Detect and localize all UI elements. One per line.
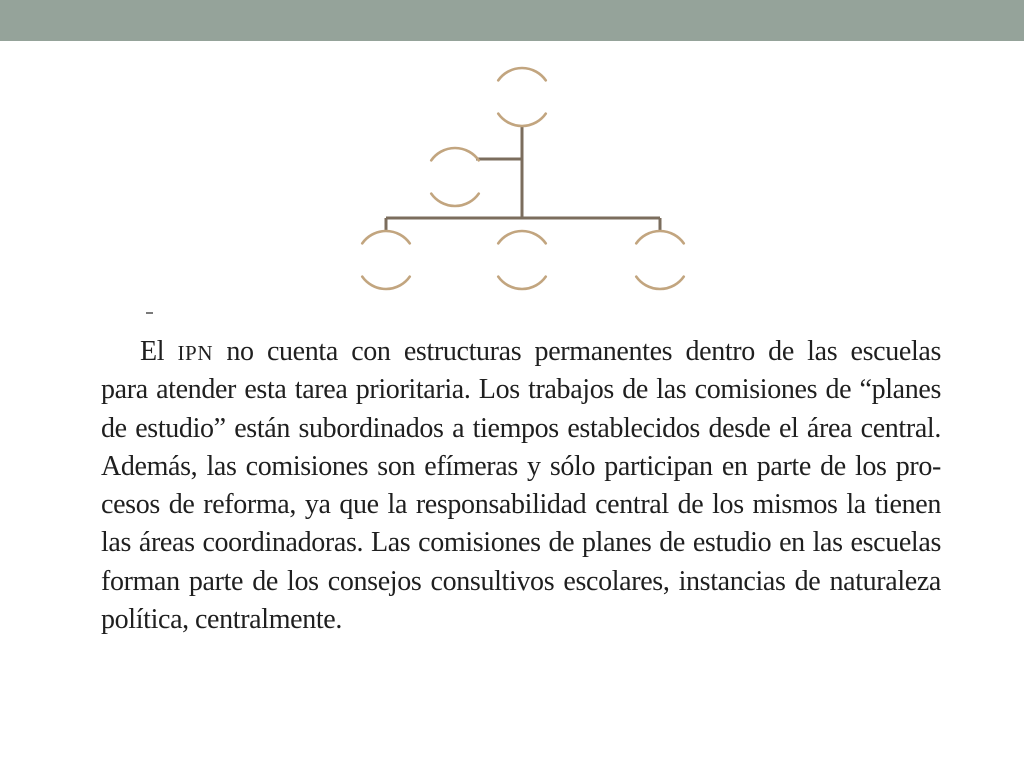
org-node-bottom-left-bottom-arc	[362, 277, 410, 289]
org-chart-connectors	[386, 127, 660, 232]
paragraph-line-3: de estudio” están subordinados a tiempos establecidos desde el área central.	[101, 412, 941, 444]
org-node-bottom-left-top-arc	[362, 231, 410, 243]
paragraph-line-8: política, centralmente.	[101, 604, 343, 636]
body-paragraph	[101, 333, 941, 639]
org-node-bottom-center	[498, 231, 546, 289]
org-node-bottom-right-bottom-arc	[636, 277, 684, 289]
org-node-bottom-center-top-arc	[498, 231, 546, 243]
org-chart-diagram	[0, 0, 1024, 320]
paragraph-line-6: las áreas coordinadoras. Las comisiones de planes de estudio en las escuelas	[101, 527, 941, 559]
org-node-top-top-arc	[498, 68, 546, 80]
org-node-assistant-bottom-arc	[431, 194, 479, 206]
org-node-bottom-left	[362, 231, 410, 289]
org-node-bottom-right-top-arc	[636, 231, 684, 243]
acronym-ipn: IPN	[177, 341, 214, 365]
paragraph-line-7: forman parte de los consejos consultivos escolares, instancias de naturaleza	[101, 565, 941, 597]
paragraph-line-2: para atender esta tarea prioritaria. Los trabajos de las comisiones de “planes	[101, 374, 941, 406]
org-node-assistant	[431, 148, 479, 206]
paragraph-line-4: Además, las comisiones son efímeras y sólo participan en parte de los pro-	[101, 450, 941, 482]
paragraph-line-5: cesos de reforma, ya que la responsabilidad central de los mismos la tienen	[101, 489, 941, 521]
dash-mark	[146, 312, 153, 314]
org-node-top	[498, 68, 546, 126]
paragraph-line-1: El IPN no cuenta con estructuras permanentes dentro de las escuelas	[140, 336, 941, 367]
org-node-bottom-right	[636, 231, 684, 289]
org-node-bottom-center-bottom-arc	[498, 277, 546, 289]
org-node-top-bottom-arc	[498, 114, 546, 126]
org-node-assistant-top-arc	[431, 148, 479, 160]
